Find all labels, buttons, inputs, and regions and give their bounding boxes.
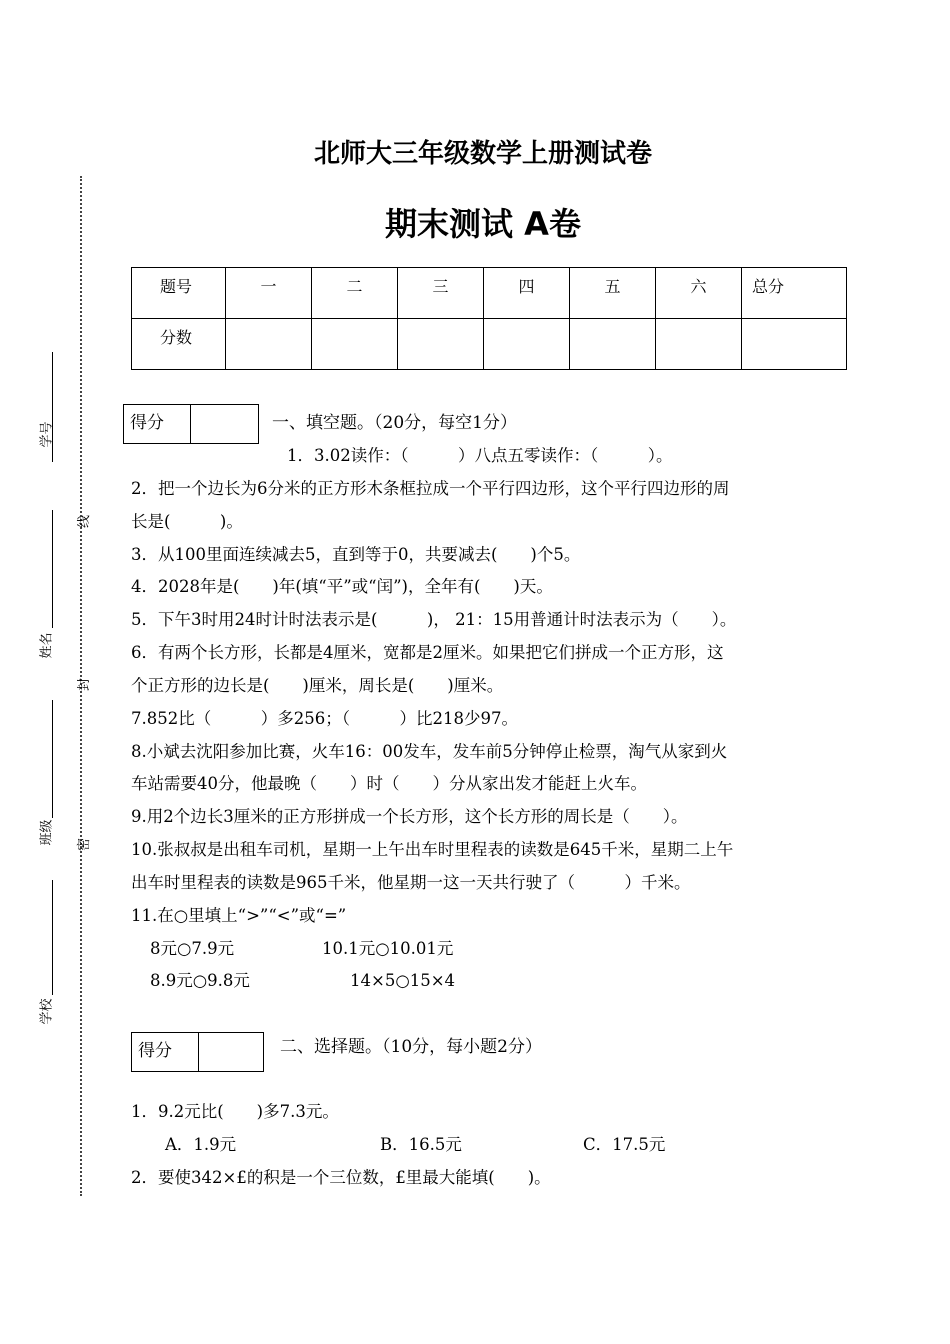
option-a: A．1.9元 [165, 1135, 237, 1154]
side-label-class: 班级 [39, 819, 55, 846]
question-line: 1．3.02读作：（ ）八点五零读作：（ ）。 [287, 446, 673, 465]
name-blank [52, 510, 53, 628]
side-mark-seal: 封 [77, 677, 93, 692]
section2-heading: 二、选择题。（10分，每小题2分） [280, 1037, 542, 1057]
section2-score-box [131, 1032, 264, 1072]
score-box-blank[interactable] [199, 1033, 264, 1072]
question-line: 出车时里程表的读数是965千米，他星期一这一天共行驶了（ ）千米。 [131, 873, 691, 892]
exam-subtitle: 期末测试 A卷 [385, 205, 581, 243]
score-table-header-row [132, 268, 847, 319]
question-line: 2．把一个边长为6分米的正方形木条框拉成一个平行四边形，这个平行四边形的周 [131, 479, 730, 498]
section1-heading: 一、填空题。（20分，每空1分） [272, 413, 517, 433]
score-table-cell: 二 [312, 268, 398, 319]
score-table-cell: 四 [484, 268, 570, 319]
side-label-student-id: 学号 [39, 421, 55, 448]
score-blank[interactable] [484, 319, 570, 370]
option-c: C．17.5元 [583, 1135, 666, 1154]
question-line: 3．从100里面连续减去5，直到等于0，共要减去( )个5。 [131, 545, 581, 564]
score-table-cell: 一 [226, 268, 312, 319]
score-box-label: 得分 [132, 1033, 199, 1072]
school-blank [52, 880, 53, 995]
score-blank[interactable] [570, 319, 656, 370]
score-table-cell: 三 [398, 268, 484, 319]
compare-item: 10.1元○10.01元 [322, 939, 454, 958]
score-box-blank[interactable] [191, 405, 259, 444]
score-box-label: 得分 [124, 405, 191, 444]
score-table-cell: 六 [656, 268, 742, 319]
score-table-score-row [132, 319, 847, 370]
score-blank[interactable] [226, 319, 312, 370]
question-line: 11.在○里填上“>”“<”或“=” [131, 906, 347, 925]
side-mark-secret: 密 [77, 837, 93, 852]
question-line: 车站需要40分，他最晚（ ）时（ ）分从家出发才能赶上火车。 [131, 774, 647, 793]
question-line: 2．要使342×£的积是一个三位数，£里最大能填( )。 [131, 1168, 551, 1187]
question-line: 个正方形的边长是( )厘米，周长是( )厘米。 [131, 676, 504, 695]
question-line: 6．有两个长方形，长都是4厘米，宽都是2厘米。如果把它们拼成一个正方形，这 [131, 643, 724, 662]
question-line: 9.用2个边长3厘米的正方形拼成一个长方形，这个长方形的周长是（ ）。 [131, 807, 688, 826]
score-blank[interactable] [312, 319, 398, 370]
page-title: 北师大三年级数学上册测试卷 [313, 139, 652, 169]
score-table-cell: 题号 [132, 268, 226, 319]
question-line: 7.852比（ ）多256；（ ）比218少97。 [131, 709, 518, 728]
score-table [131, 267, 847, 370]
score-table-cell: 总分 [742, 268, 847, 319]
side-label-school: 学校 [39, 998, 55, 1025]
score-table-cell: 五 [570, 268, 656, 319]
score-blank[interactable] [656, 319, 742, 370]
score-blank[interactable] [742, 319, 847, 370]
class-blank [52, 700, 53, 818]
question-line: 5．下午3时用24时计时法表示是( )， 21：15用普通计时法表示为（ ）。 [131, 610, 737, 629]
side-mark-line: 线 [77, 514, 93, 529]
option-b: B．16.5元 [380, 1135, 462, 1154]
question-line: 8.小斌去沈阳参加比赛，火车16：00发车，发车前5分钟停止检票，淘气从家到火 [131, 742, 728, 761]
question-line: 长是( )。 [131, 512, 243, 531]
score-table-cell: 分数 [132, 319, 226, 370]
side-label-name: 姓名 [39, 632, 55, 659]
question-line: 1．9.2元比( )多7.3元。 [131, 1102, 339, 1121]
compare-item: 14×5○15×4 [350, 971, 456, 990]
section1-score-box [123, 404, 259, 444]
compare-item: 8元○7.9元 [150, 939, 235, 958]
score-blank[interactable] [398, 319, 484, 370]
compare-item: 8.9元○9.8元 [150, 971, 250, 990]
question-line: 10.张叔叔是出租车司机，星期一上午出车时里程表的读数是645千米，星期二上午 [131, 840, 734, 859]
question-line: 4．2028年是( )年(填“平”或“闰”)，全年有( )天。 [131, 577, 553, 596]
